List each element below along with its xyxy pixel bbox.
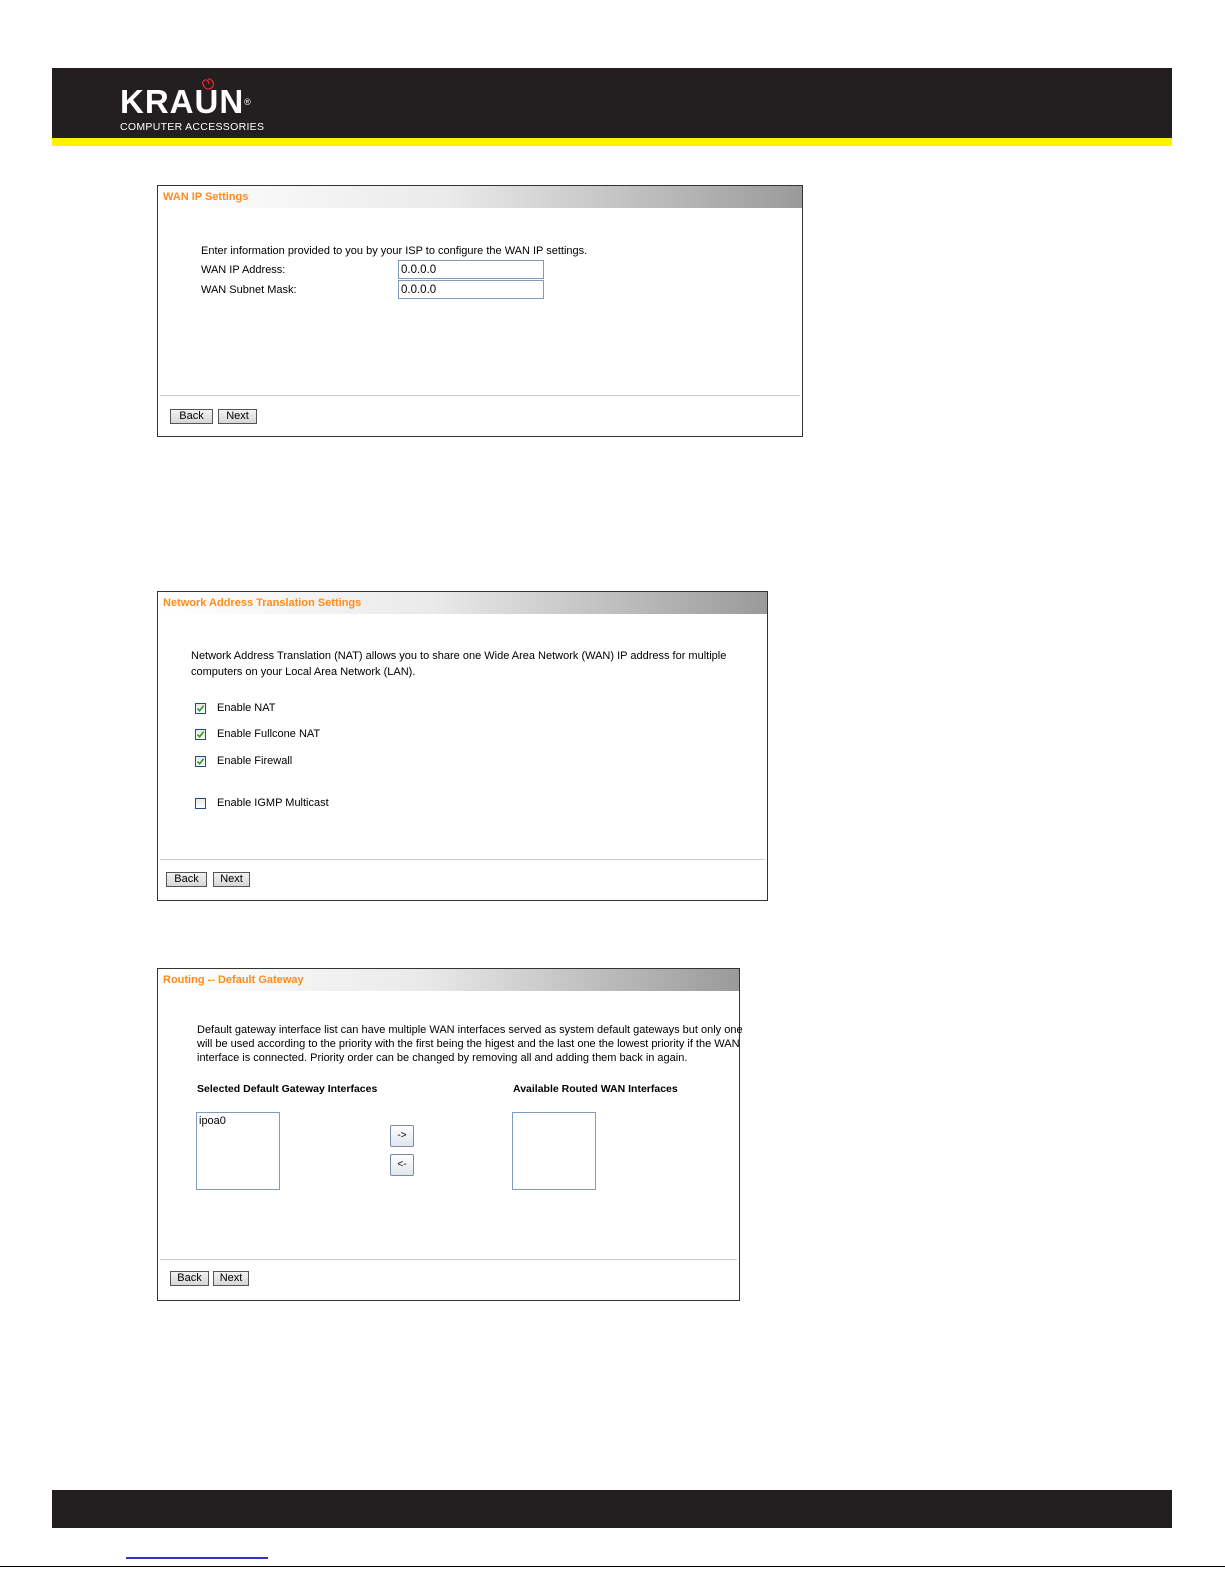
- enable-igmp-multicast-checkbox[interactable]: [195, 798, 206, 809]
- panel-footer: [160, 1259, 737, 1300]
- list-item[interactable]: ipoa0: [199, 1115, 226, 1127]
- wan-subnet-mask-input[interactable]: [398, 280, 544, 299]
- enable-igmp-multicast-label: Enable IGMP Multicast: [217, 797, 329, 809]
- enable-fullcone-nat-label: Enable Fullcone NAT: [217, 728, 321, 740]
- enable-fullcone-nat-checkbox[interactable]: [195, 729, 206, 740]
- next-button[interactable]: Next: [213, 872, 250, 887]
- bottom-link-underline: [126, 1557, 268, 1559]
- routing-default-gateway-panel: [157, 968, 743, 1301]
- enable-nat-checkbox[interactable]: [195, 703, 206, 714]
- registered-mark: ®: [244, 97, 252, 107]
- back-button[interactable]: Back: [170, 1271, 209, 1286]
- back-button[interactable]: Back: [166, 872, 207, 887]
- enable-nat-label: Enable NAT: [217, 702, 276, 714]
- checkmark-icon: [196, 704, 205, 713]
- move-left-button[interactable]: <-: [390, 1154, 414, 1176]
- next-button[interactable]: Next: [218, 409, 257, 424]
- wan-ip-label: WAN IP Address:: [201, 264, 286, 276]
- wan-subnet-mask-label: WAN Subnet Mask:: [201, 284, 297, 296]
- brand-footer: [52, 1490, 1172, 1528]
- checkmark-icon: [196, 730, 205, 739]
- brand-tagline: COMPUTER ACCESSORIES: [120, 121, 265, 133]
- brand-name: KRAUN: [120, 83, 245, 120]
- routing-intro-line-2: will be used according to the priority with the first being the higest and the last one the lowest priority if the WAN: [197, 1038, 740, 1050]
- selected-interfaces-listbox[interactable]: [196, 1112, 280, 1190]
- page-bottom-rule: [0, 1566, 1225, 1567]
- move-right-button[interactable]: ->: [390, 1125, 414, 1147]
- wan-ip-settings-panel: [157, 185, 803, 437]
- nat-intro-line-2: computers on your Local Area Network (LAN).: [191, 666, 416, 678]
- logo-swirl-icon: [202, 78, 214, 90]
- wan-intro-text: Enter information provided to you by your ISP to configure the WAN IP settings.: [201, 245, 588, 257]
- routing-intro-line-3: interface is connected. Priority order can be changed by removing all and adding them back in again.: [197, 1052, 688, 1064]
- panel-title: Network Address Translation Settings: [158, 592, 767, 614]
- wan-ip-address-input[interactable]: [398, 260, 544, 279]
- nat-settings-panel: [157, 591, 768, 901]
- back-button[interactable]: Back: [170, 409, 213, 424]
- panel-footer: [160, 859, 765, 900]
- checkmark-icon: [196, 757, 205, 766]
- routing-intro-line-1: Default gateway interface list can have multiple WAN interfaces served as system default gateways but only one: [197, 1024, 743, 1036]
- panel-title: Routing -- Default Gateway: [158, 969, 739, 991]
- next-button[interactable]: Next: [213, 1271, 249, 1286]
- header-stripe: [52, 138, 1172, 146]
- enable-firewall-label: Enable Firewall: [217, 755, 293, 767]
- available-interfaces-listbox[interactable]: [512, 1112, 596, 1190]
- nat-intro-line-1: Network Address Translation (NAT) allows you to share one Wide Area Network (WAN) IP address for multiple: [191, 650, 727, 662]
- available-interfaces-heading: Available Routed WAN Interfaces: [513, 1083, 678, 1095]
- brand-logo: [120, 84, 264, 133]
- panel-title: WAN IP Settings: [158, 186, 802, 208]
- panel-footer: [160, 395, 800, 436]
- enable-firewall-checkbox[interactable]: [195, 756, 206, 767]
- selected-interfaces-heading: Selected Default Gateway Interfaces: [197, 1083, 378, 1095]
